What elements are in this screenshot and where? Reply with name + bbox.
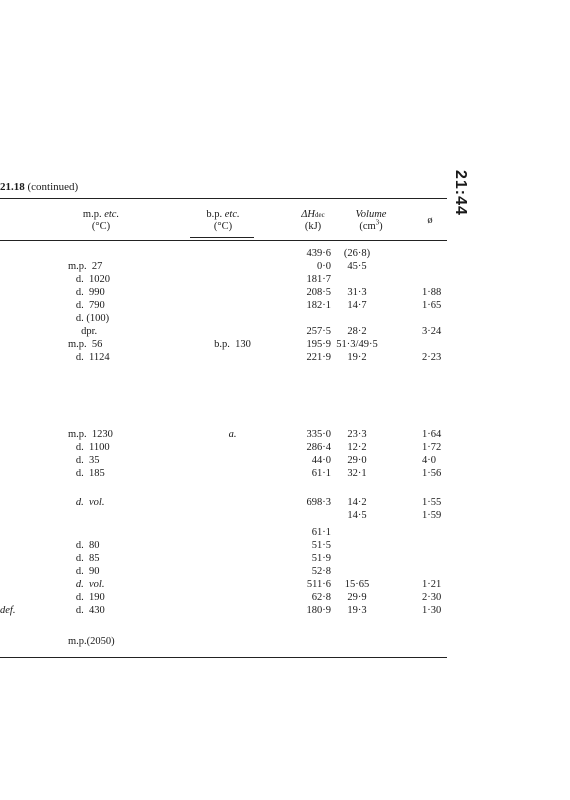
phi-cell: 1·30	[422, 605, 442, 616]
dh-cell: 180·9	[306, 605, 331, 616]
dh-cell: 44·0	[311, 455, 331, 466]
dh-cell: 257·5	[306, 326, 331, 337]
header-bottom-rule	[0, 240, 447, 241]
dh-cell: 51·5	[311, 540, 331, 551]
dh-cell: 208·5	[306, 287, 331, 298]
header-mp: m.p. etc. (°C)	[82, 209, 120, 232]
mp-cell: d. vol.	[68, 579, 105, 590]
volume-cell: 23·3	[347, 429, 367, 440]
phi-cell: 2·23	[422, 352, 442, 363]
mp-cell: d. (100)	[68, 313, 110, 324]
volume-cell: 32·1	[347, 468, 367, 479]
dh-cell: 51·9	[311, 553, 331, 564]
mp-cell: d. 185	[68, 468, 105, 479]
dh-cell: 698·3	[306, 497, 331, 508]
mp-cell: d. 1124	[68, 352, 110, 363]
dh-cell: 52·8	[311, 566, 331, 577]
phi-cell: 1·72	[422, 442, 442, 453]
phi-cell: 1·64	[422, 429, 442, 440]
mp-cell: d. 1020	[68, 274, 110, 285]
dh-cell: 61·1	[311, 468, 331, 479]
dh-cell: 439·6	[306, 248, 331, 259]
mp-cell: d. 190	[68, 592, 105, 603]
phi-cell: 4·0	[422, 455, 436, 466]
dh-cell: 195·9	[306, 339, 331, 350]
volume-cell: 29·9	[347, 592, 367, 603]
mp-cell: m.p. 56	[68, 339, 103, 350]
volume-cell: 12·2	[347, 442, 367, 453]
mp-cell: d. 85	[68, 553, 100, 564]
bp-cell: b.p. 130	[214, 339, 251, 350]
mp-cell: dpr.	[68, 326, 98, 337]
volume-cell: (26·8)	[343, 248, 371, 259]
phi-cell: 1·55	[422, 497, 442, 508]
header-dh: ΔHdec (kJ)	[301, 209, 325, 232]
row-label: def.	[0, 605, 16, 616]
volume-cell: 45·5	[347, 261, 367, 272]
phi-cell: 1·88	[422, 287, 442, 298]
header-bp: b.p. etc. (°C)	[206, 209, 240, 232]
dh-cell: 221·9	[306, 352, 331, 363]
phi-cell: 1·56	[422, 468, 442, 479]
table-bottom-rule	[0, 657, 447, 658]
volume-cell: 14·2	[347, 497, 367, 508]
dh-cell: 61·1	[311, 527, 331, 538]
dh-cell: 0·0	[317, 261, 331, 272]
header-volume: Volume $(cm^3)$	[355, 209, 387, 232]
phi-cell: 3·24	[422, 326, 442, 337]
volume-cell: 19·2	[347, 352, 367, 363]
dh-cell: 182·1	[306, 300, 331, 311]
volume-cell: 51·3/49·5	[336, 339, 378, 350]
dh-cell: 286·4	[306, 442, 331, 453]
volume-cell: 15·65	[344, 579, 370, 590]
volume-cell: 31·3	[347, 287, 367, 298]
header-phi: ø	[427, 215, 433, 226]
volume-cell: 19·3	[347, 605, 367, 616]
dh-cell: 181·7	[306, 274, 331, 285]
volume-cell: 14·5	[347, 510, 367, 521]
dh-cell: 511·6	[306, 579, 331, 590]
table-top-rule	[0, 198, 447, 199]
table-caption-text: (continued)	[27, 181, 79, 193]
mp-cell: d. vol.	[68, 497, 105, 508]
mp-cell: m.p. 27	[68, 261, 103, 272]
table-number: 21.18	[0, 181, 25, 193]
bp-cell: a.	[228, 429, 237, 440]
mp-cell: d. 790	[68, 300, 105, 311]
mp-cell: d. 80	[68, 540, 100, 551]
dh-cell: 335·0	[306, 429, 331, 440]
phi-cell: 1·59	[422, 510, 442, 521]
mp-cell: d. 1100	[68, 442, 110, 453]
mp-cell: d. 35	[68, 455, 100, 466]
phi-cell: 2·30	[422, 592, 442, 603]
mp-cell: d. 90	[68, 566, 100, 577]
header-subrule-bp	[190, 237, 254, 238]
mp-cell: d. 430	[68, 605, 105, 616]
volume-cell: 29·0	[347, 455, 367, 466]
phi-cell: 1·21	[422, 579, 442, 590]
table-caption	[0, 181, 78, 193]
mp-cell: m.p. 1230	[68, 429, 113, 440]
phi-cell: 1·65	[422, 300, 442, 311]
volume-cell: 14·7	[347, 300, 367, 311]
mp-cell: m.p.(2050)	[68, 636, 115, 647]
volume-cell: 28·2	[347, 326, 367, 337]
mp-cell: d. 990	[68, 287, 105, 298]
page-number: 21:44	[452, 170, 469, 216]
dh-cell: 62·8	[311, 592, 331, 603]
